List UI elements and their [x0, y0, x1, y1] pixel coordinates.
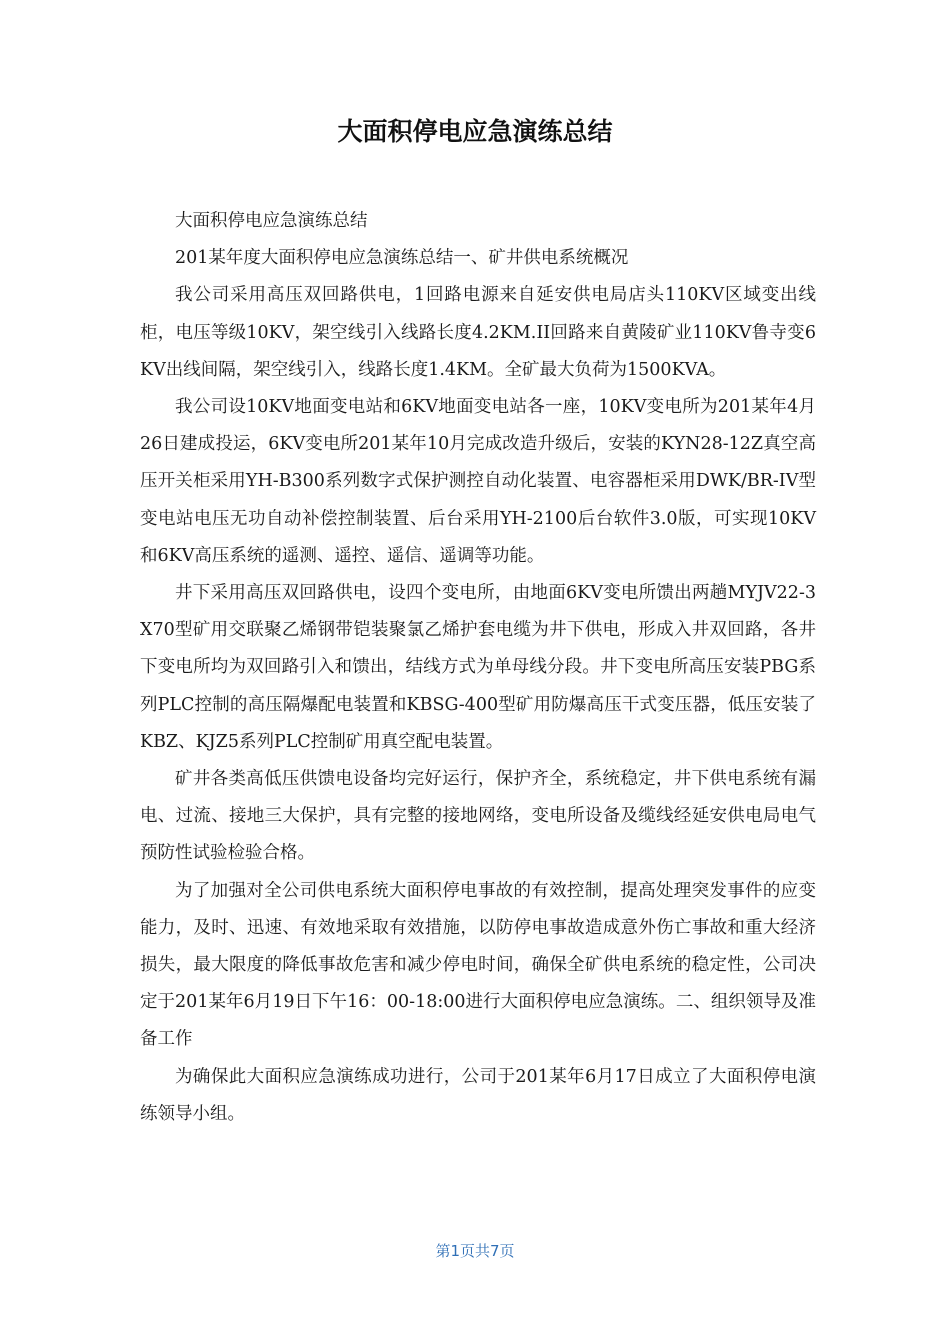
- paragraph-substations: 我公司设10KV地面变电站和6KV地面变电站各一座，10KV变电所为201某年4月26日建成投运，6KV变电所201某年10月完成改造升级后，安装的KYN28-12Z真空高压开关柜采用YH-B300系列数字式保护测控自动化装置、电容器柜采用DWK/BR-IV型变电站电压无功自动补偿控制装置、后台采用YH-2100后台软件3.0版，可实现10KV和6KV高压系统的遥测、遥控、遥信、遥调等功能。: [140, 397, 816, 566]
- paragraph-equipment-status: 矿井各类高低压供馈电设备均完好运行，保护齐全，系统稳定，井下供电系统有漏电、过流、接地三大保护，具有完整的接地网络，变电所设备及缆线经延安供电局电气预防性试验检验合格。: [140, 769, 816, 864]
- paragraph-drill-purpose: 为了加强对全公司供电系统大面积停电事故的有效控制，提高处理突发事件的应变能力，及时、迅速、有效地采取有效措施，以防停电事故造成意外伤亡事故和重大经济损失，最大限度的降低事故危害和减少停电时间，确保全矿供电系统的稳定性，公司决定于201某年6月19日下午16：00-18:00进行大面积停电应急演练。二、组织领导及准备工作: [140, 880, 816, 1050]
- paragraph-heading-repeat: 大面积停电应急演练总结: [175, 211, 368, 231]
- page-number-footer: 第1页共7页: [435, 1242, 515, 1260]
- page-title: 大面积停电应急演练总结: [337, 117, 613, 146]
- paragraph-organization: 为确保此大面积应急演练成功进行，公司于201某年6月17日成立了大面积停电演练领导小组。: [140, 1066, 816, 1124]
- document-body: [140, 203, 816, 1133]
- paragraph-underground-supply: 井下采用高压双回路供电，设四个变电所，由地面6KV变电所馈出两趟MYJV22-3X70型矿用交联聚乙烯钢带铠装聚氯乙烯护套电缆为井下供电，形成入井双回路，各井下变电所均为双回路引入和馈出，结线方式为单母线分段。井下变电所高压安装PBG系列PLC控制的高压隔爆配电装置和KBSG-400型矿用防爆高压干式变压器，低压安装了KBZ、KJZ5系列PLC控制矿用真空配电装置。: [140, 583, 816, 752]
- paragraph-power-supply: 我公司采用高压双回路供电，1回路电源来自延安供电局店头110KV区域变出线柜，电压等级10KV，架空线引入线路长度4.2KM.II回路来自黄陵矿业110KV鲁寺变6KV出线间隔，架空线引入，线路长度1.4KM。全矿最大负荷为1500KVA。: [140, 285, 816, 380]
- paragraph-section-one-title: 201某年度大面积停电应急演练总结一、矿井供电系统概况: [175, 248, 629, 269]
